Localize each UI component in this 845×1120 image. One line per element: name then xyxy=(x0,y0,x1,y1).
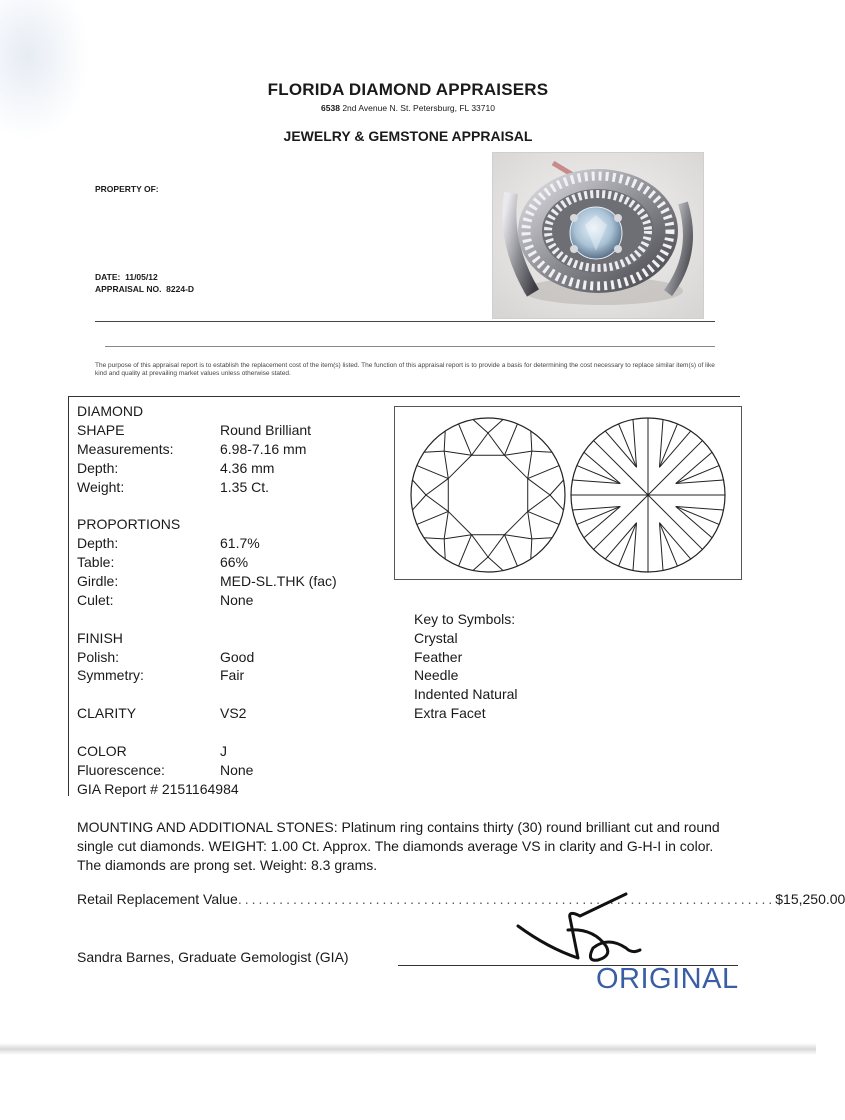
mounting-description xyxy=(77,818,737,875)
depth-percent-label: Depth: xyxy=(77,535,119,552)
date-value: 11/05/12 xyxy=(125,272,158,282)
facet-line xyxy=(584,506,620,537)
facet-line xyxy=(488,433,504,455)
address-street: 2nd Avenue N. St. Petersburg, FL 33710 xyxy=(342,103,495,113)
facet-line xyxy=(426,495,448,511)
facet-line xyxy=(444,451,448,478)
table-label: Table: xyxy=(77,554,115,571)
facet-line xyxy=(528,466,559,479)
facet-line xyxy=(488,557,503,571)
appraisal-number-line xyxy=(95,284,194,294)
depth-value: 4.36 mm xyxy=(220,459,275,476)
spec-row-weight xyxy=(77,478,377,497)
divider-line xyxy=(105,346,715,347)
spec-row-depth xyxy=(77,459,377,478)
facet-line xyxy=(504,535,517,566)
spec-row-girdle xyxy=(77,572,377,591)
girdle-value: MED-SL.THK (fac) xyxy=(220,573,337,590)
facet-line xyxy=(473,557,488,571)
facet-line xyxy=(459,424,472,455)
facet-line xyxy=(444,451,471,455)
clarity-value: VS2 xyxy=(220,705,247,722)
key-heading: Key to Symbols: xyxy=(414,611,516,627)
facet-line xyxy=(488,419,503,433)
diamond-facet-plot xyxy=(395,407,741,579)
facet-line xyxy=(504,535,531,539)
spec-row-symmetry xyxy=(77,666,377,685)
facet-line xyxy=(444,431,445,451)
facet-line xyxy=(659,523,690,559)
scan-edge-line xyxy=(0,1043,816,1055)
address-number: 6538 xyxy=(321,103,340,113)
facet-line xyxy=(417,466,448,479)
spec-row-polish xyxy=(77,648,377,667)
appraisal-disclaimer: The purpose of this appraisal report is to establish the replacement cost of the item(s) listed. The function of this appraisal report is to provide a basis for determining the cost necessary to replace similar item(s) of like kind and quality at prevailing market values unless otherwise stated. xyxy=(95,362,715,377)
facet-line xyxy=(550,495,564,510)
facet-line xyxy=(584,452,620,483)
facet-line xyxy=(528,495,550,511)
facet-line xyxy=(605,431,636,467)
facet-line xyxy=(473,419,488,433)
proportions-heading: PROPORTIONS xyxy=(77,516,181,533)
ring-photo-illustration xyxy=(493,153,703,318)
facet-line xyxy=(504,424,517,455)
date-line xyxy=(95,272,158,282)
facet-line xyxy=(659,431,690,467)
retail-value: $15,250.00 xyxy=(775,891,845,907)
fluorescence-label: Fluorescence: xyxy=(77,761,165,778)
proportions-heading-row xyxy=(77,515,377,534)
facet-line xyxy=(444,535,471,539)
culet-value: None xyxy=(220,591,254,608)
facet-line xyxy=(412,495,426,510)
facet-line xyxy=(676,506,712,537)
appraisal-number-value: 8224-D xyxy=(166,284,195,294)
document-title: JEWELRY & GEMSTONE APPRAISAL xyxy=(283,128,533,144)
gia-report-number: GIA Report # 2151164984 xyxy=(77,780,239,797)
facet-line xyxy=(412,480,426,495)
appraisal-number-label: APPRAISAL NO. xyxy=(95,284,162,294)
facet-line xyxy=(528,451,532,478)
facet-line xyxy=(531,431,532,451)
facet-line xyxy=(532,451,552,452)
diamond-heading: DIAMOND xyxy=(77,403,144,419)
facet-line xyxy=(426,479,448,495)
spec-row-depth-percent xyxy=(77,534,377,553)
facet-line xyxy=(550,480,564,495)
facet-line xyxy=(532,538,552,539)
key-item: Extra Facet xyxy=(414,704,486,721)
shape-label: SHAPE xyxy=(77,421,125,438)
scan-shading xyxy=(0,0,90,140)
spec-row-fluorescence xyxy=(77,761,377,780)
spec-row-measurements xyxy=(77,440,377,459)
firm-address xyxy=(0,103,816,113)
facet-line xyxy=(531,539,532,559)
facet-line xyxy=(504,511,527,534)
measurements-label: Measurements: xyxy=(77,440,174,457)
property-of-label: PROPERTY OF: xyxy=(95,184,159,194)
facet-line xyxy=(459,535,472,566)
facet-line xyxy=(448,511,471,534)
date-label: DATE: xyxy=(95,272,121,282)
facet-line xyxy=(472,433,488,455)
appraiser-name: Sandra Barnes, Graduate Gemologist (GIA) xyxy=(77,949,349,965)
color-value: J xyxy=(220,743,227,760)
facet-line xyxy=(528,511,559,524)
spec-row-color xyxy=(77,742,377,761)
finish-heading-row xyxy=(77,629,377,648)
key-to-symbols xyxy=(414,610,518,723)
depth-percent-value: 61.7% xyxy=(220,535,260,552)
facet-line xyxy=(504,451,531,455)
firm-name: FLORIDA DIAMOND APPRAISERS xyxy=(267,80,549,99)
girdle-label: Girdle: xyxy=(77,573,119,590)
polish-label: Polish: xyxy=(77,648,120,665)
facet-line xyxy=(424,538,444,539)
spec-row-clarity xyxy=(77,704,377,723)
fluorescence-value: None xyxy=(220,761,254,778)
gia-report-row xyxy=(77,780,377,799)
facet-line xyxy=(444,539,445,559)
key-item: Needle xyxy=(414,667,459,684)
facet-line xyxy=(528,511,532,538)
retail-label: Retail Replacement Value xyxy=(77,891,238,907)
facet-line xyxy=(504,455,527,478)
polish-value: Good xyxy=(220,648,255,665)
facet-line xyxy=(472,535,488,557)
facet-line xyxy=(448,455,471,478)
clarity-label: CLARITY xyxy=(77,705,137,722)
measurements-value: 6.98-7.16 mm xyxy=(220,440,307,457)
key-item: Indented Natural xyxy=(414,686,518,703)
diamond-specifications xyxy=(77,402,377,799)
shape-value: Round Brilliant xyxy=(220,421,312,438)
weight-label: Weight: xyxy=(77,478,125,495)
spec-row-culet xyxy=(77,591,377,610)
handwritten-signature xyxy=(508,888,658,968)
symmetry-value: Fair xyxy=(220,667,245,684)
section-top-border xyxy=(68,396,740,397)
section-left-border xyxy=(68,396,69,796)
weight-value: 1.35 Ct. xyxy=(220,478,270,495)
facet-line xyxy=(676,452,712,483)
key-item: Crystal xyxy=(414,629,458,646)
key-item: Feather xyxy=(414,648,463,665)
depth-label: Depth: xyxy=(77,459,119,476)
leader-dots: .............................................................................. xyxy=(237,891,776,907)
color-label: COLOR xyxy=(77,743,127,760)
diamond-heading-row xyxy=(77,402,377,421)
ring-photo xyxy=(492,152,704,319)
facet-line xyxy=(528,479,550,495)
facet-line xyxy=(605,523,636,559)
mounting-label: MOUNTING AND ADDITIONAL STONES: xyxy=(77,819,338,835)
culet-label: Culet: xyxy=(77,591,114,608)
facet-line xyxy=(417,511,448,524)
divider-line xyxy=(95,321,715,322)
table-value: 66% xyxy=(220,554,249,571)
finish-heading: FINISH xyxy=(77,629,123,646)
mounting-text: Platinum ring contains thirty (30) round brilliant cut and round single cut diamonds. WEIGHT: 1.00 Ct. Approx. The diamonds average VS in clarity and G-H-I in color. The diamonds are prong set. Weight: 8.3 grams. xyxy=(77,819,720,873)
diamond-plot-diagram xyxy=(394,406,742,580)
girdle-outline xyxy=(411,418,565,572)
symmetry-label: Symmetry: xyxy=(77,667,144,684)
original-stamp: ORIGINAL xyxy=(596,963,739,995)
facet-line xyxy=(444,511,448,538)
spec-row-table xyxy=(77,553,377,572)
facet-line xyxy=(488,535,504,557)
spec-row-shape xyxy=(77,421,377,440)
facet-line xyxy=(424,451,444,452)
